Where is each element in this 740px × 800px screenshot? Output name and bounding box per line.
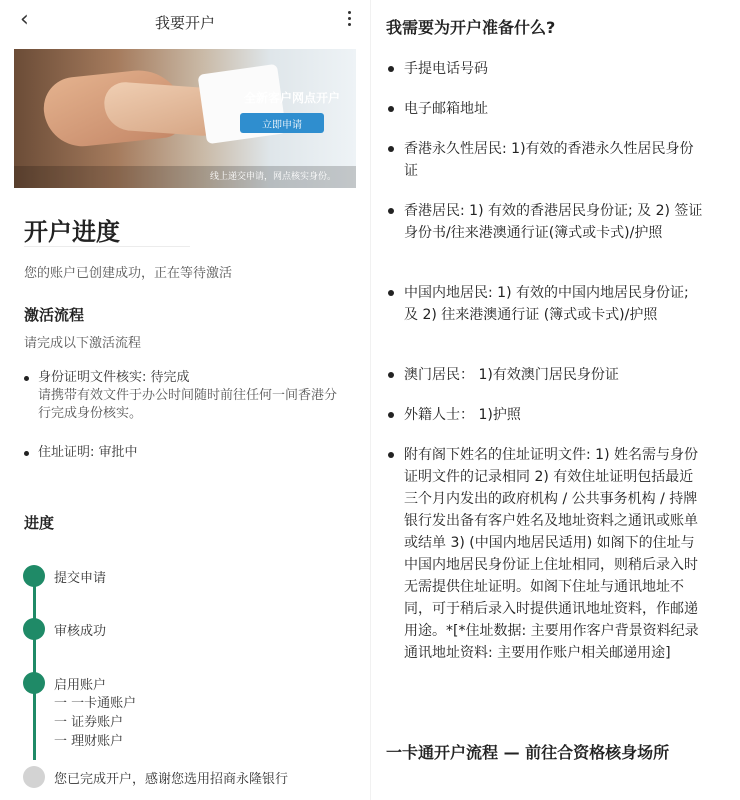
activation-item-label: 身份证明文件核实: 待完成: [38, 370, 190, 385]
promo-banner[interactable]: [14, 49, 356, 188]
bullet-dot: [388, 146, 394, 152]
progress-heading: 开户进度: [24, 218, 120, 246]
requirement-item: [386, 282, 706, 326]
bullet-dot: [388, 372, 394, 378]
bullet-dot: [24, 376, 29, 381]
activation-item-label: 住址证明: 审批中: [38, 445, 138, 460]
bullet-dot: [24, 451, 29, 456]
step-complete-dot: [23, 618, 45, 640]
sub-account-item: 一 理财账户: [54, 734, 124, 749]
requirement-item: [386, 58, 706, 80]
requirement-text: 香港居民: 1) 有效的香港居民身份证; 及 2) 签证身份书/往来港澳通行证(簿式或卡式)/护照: [404, 203, 703, 241]
account-status-text: 您的账户已创建成功，正在等待激活: [24, 266, 233, 281]
step-label-submit: 提交申请: [54, 571, 107, 586]
banner-footnote: 线上递交申请，网点核实身份。: [14, 166, 356, 188]
step-label-activate: 启用账户: [54, 678, 107, 693]
heading-underline: [24, 246, 190, 247]
requirement-item: [386, 444, 706, 664]
activation-item-id-verification: [24, 369, 344, 423]
panel-divider: [370, 0, 371, 800]
bullet-dot: [388, 412, 394, 418]
requirement-item: [386, 364, 706, 386]
requirement-text: 附有阁下姓名的住址证明文件: 1) 姓名需与身份证明文件的记录相同 2) 有效住址证明包括最近三个月内发出的政府机构 / 公共事务机构 / 持牌银行发出备有客户姓名及地址资料之通讯或账单或结单 3) (中国内地居民适用) 如阁下的住址与中国内地居民身份证上住址相同，则稍后录入时无需提供住址证明。如阁下住址与通讯地址不同，可于稍后录入时提供通讯地址资料，作邮递用途。*[*住址数据: 主要用作客户背景资料纪录通讯地址资料: 主要用作账户相关邮递用途]: [404, 447, 699, 661]
more-vertical-icon[interactable]: [348, 11, 352, 29]
bullet-dot: [388, 106, 394, 112]
requirement-item: [386, 98, 706, 120]
activation-flow-subtitle: 请完成以下激活流程: [24, 336, 142, 351]
progress-timeline-line: [33, 576, 36, 760]
requirement-item: [386, 138, 706, 182]
one-card-flow-heading: 一卡通开户流程 — 前往合资格核身场所: [386, 743, 670, 762]
requirement-text: 中国内地居民: 1) 有效的中国内地居民身份证; 及 2) 往来港澳通行证 (簿式或卡式)/护照: [404, 285, 689, 323]
activation-item-note: 请携带有效文件于办公时间随时前往任何一间香港分行完成身份核实。: [38, 388, 338, 421]
bullet-dot: [388, 208, 394, 214]
top-bar: [0, 0, 370, 44]
requirement-text: 澳门居民： 1)有效澳门居民身份证: [404, 367, 619, 383]
requirements-panel: [372, 0, 740, 800]
sub-account-item: 一 一卡通账户: [54, 696, 137, 711]
requirement-text: 手提电话号码: [404, 61, 488, 77]
sub-account-item: 一 证券账户: [54, 715, 124, 730]
bullet-dot: [388, 66, 394, 72]
requirement-text: 香港永久性居民: 1)有效的香港永久性居民身份证: [404, 141, 694, 179]
activation-item-address-proof: [24, 444, 344, 462]
back-chevron-icon[interactable]: ‹: [20, 7, 29, 32]
bullet-dot: [388, 452, 394, 458]
requirements-heading: 我需要为开户准备什么?: [386, 18, 556, 37]
bullet-dot: [388, 290, 394, 296]
requirement-text: 外籍人士： 1)护照: [404, 407, 521, 423]
step-label-finish: 您已完成开户，感谢您选用招商永隆银行: [54, 772, 289, 787]
banner-caption: 全新客户网点开户: [243, 91, 340, 105]
requirement-item: [386, 200, 706, 244]
requirement-text: 电子邮箱地址: [404, 101, 488, 117]
step-complete-dot: [23, 565, 45, 587]
apply-now-button[interactable]: 立即申请: [240, 113, 324, 133]
page-title: 我要开户: [154, 14, 215, 32]
activation-flow-heading: 激活流程: [24, 306, 85, 324]
step-pending-dot: [23, 766, 45, 788]
step-label-review: 审核成功: [54, 624, 107, 639]
step-complete-dot: [23, 672, 45, 694]
steps-heading: 进度: [24, 514, 55, 532]
sub-account-list: [54, 694, 136, 751]
requirement-item: [386, 404, 706, 426]
